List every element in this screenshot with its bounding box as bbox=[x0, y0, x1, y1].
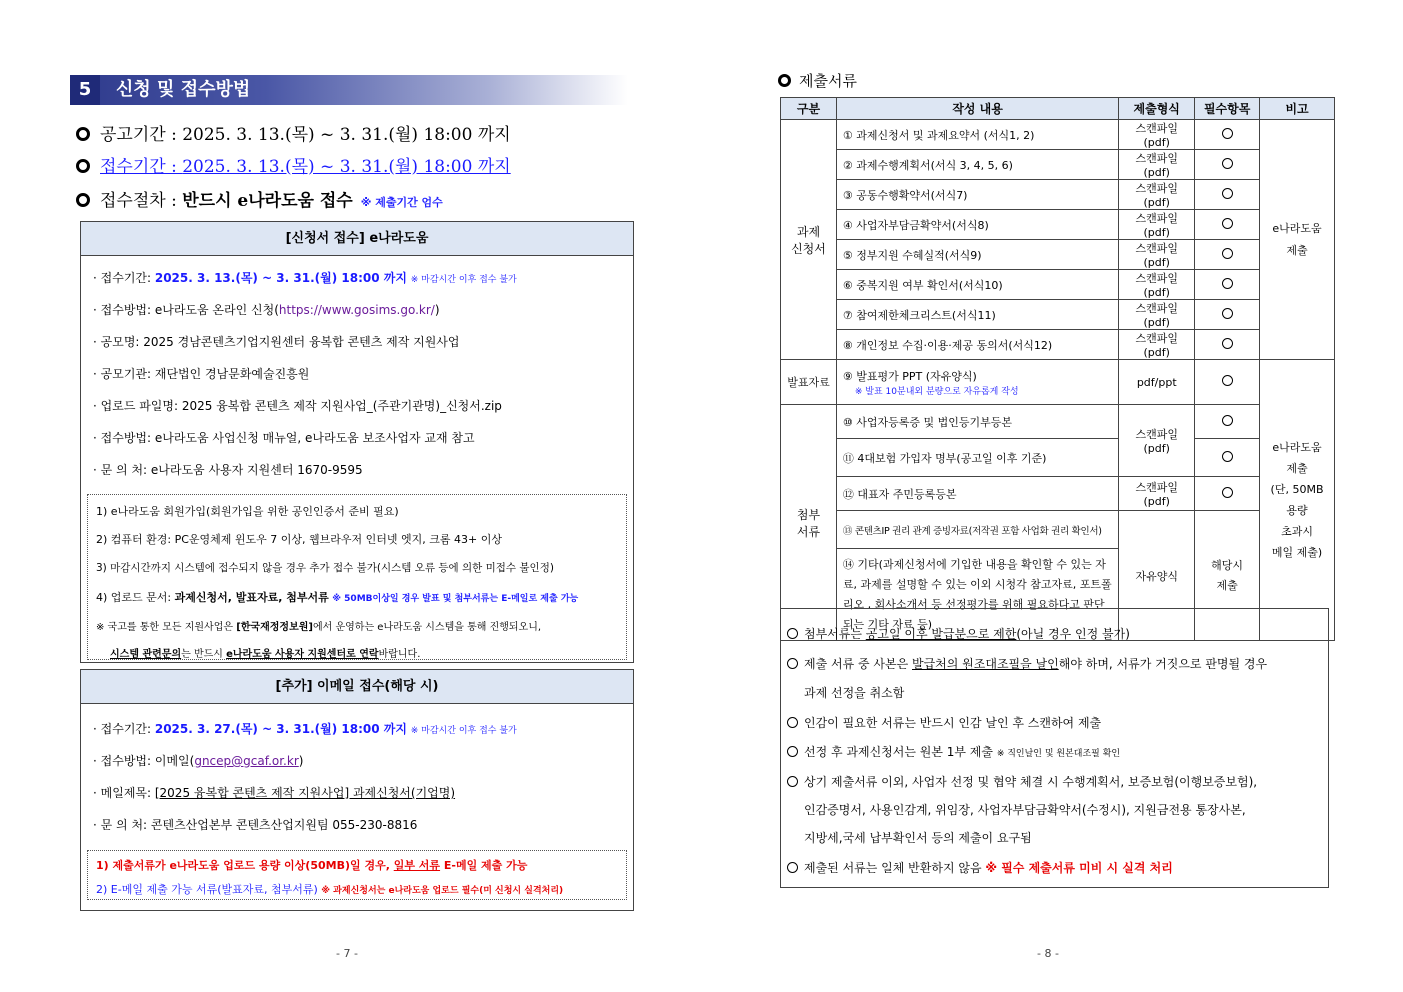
doc-content: ④ 사업자부담금확약서(서식8) bbox=[836, 210, 1118, 240]
line-value: [2025 융복합 콘텐츠 제작 지원사업] 과제신청서(기업명) bbox=[154, 786, 456, 800]
section-header bbox=[70, 75, 628, 105]
note-line: 1) e나라도움 회원가입(회원가입을 위한 공인인증서 준비 필요) bbox=[96, 505, 399, 518]
note-line bbox=[110, 645, 420, 660]
circle-bullet-icon bbox=[787, 717, 798, 728]
note-bold: [한국재정정보원] bbox=[236, 622, 313, 633]
doc-format: 자유양식 bbox=[1119, 511, 1195, 641]
note-red: ※ 필수 제출서류 미비 시 실격 처리 bbox=[985, 861, 1173, 875]
doc-content: ⑧ 개인정보 수집·이용·제공 동의서(서식12) bbox=[836, 330, 1118, 360]
documents-table bbox=[780, 97, 1335, 641]
table-row bbox=[781, 360, 1335, 405]
section-title: 신청 및 접수방법 bbox=[116, 79, 251, 100]
required-mark bbox=[1195, 180, 1260, 210]
doc-format: 스캔파일(pdf) bbox=[1119, 405, 1195, 477]
required-mark: 해당시 제출 bbox=[1195, 511, 1260, 641]
page-7 bbox=[0, 0, 700, 992]
note-small: ※ 직인날인 및 원본대조필 확인 bbox=[996, 749, 1121, 759]
circle-mark-icon bbox=[1222, 308, 1233, 319]
note-text: 상기 제출서류 이외, 사업자 선정 및 협약 체결 시 수행계획서, 보증보험(이행보증보험), bbox=[804, 775, 1258, 789]
box-line bbox=[93, 269, 517, 286]
line-label: · 접수기간: bbox=[93, 722, 155, 736]
table-row bbox=[781, 240, 1335, 270]
required-mark bbox=[1195, 477, 1260, 511]
note-text: (아닐 경우 인정 불가) bbox=[1016, 627, 1130, 641]
note-underline: 공고일 이후 발급분으로 제한 bbox=[865, 627, 1017, 641]
doc-format: 스캔파일(pdf) bbox=[1119, 240, 1195, 270]
th-remarks: 비고 bbox=[1260, 98, 1335, 120]
box-header: [신청서 접수] e나라도움 bbox=[81, 222, 633, 256]
page-number: - 7 - bbox=[336, 947, 358, 960]
bullet-value: 2025. 3. 13.(목) ~ 3. 31.(월) 18:00 까지 bbox=[182, 157, 511, 177]
doc-format: 스캔파일(pdf) bbox=[1119, 300, 1195, 330]
note-line bbox=[787, 625, 1130, 642]
line-tail: ) bbox=[434, 303, 440, 317]
bullet-label: 접수절차 : bbox=[100, 191, 183, 211]
circle-mark-icon bbox=[1222, 188, 1233, 199]
doc-content: ⑦ 참여제한체크리스트(서식11) bbox=[836, 300, 1118, 330]
box-line bbox=[93, 784, 455, 801]
th-format: 제출형식 bbox=[1119, 98, 1195, 120]
doc-content: ① 과제신청서 및 과제요약서 (서식1, 2) bbox=[836, 120, 1118, 150]
remark: e나라도움 제출 bbox=[1260, 120, 1335, 360]
notice-period bbox=[76, 120, 511, 145]
note-bold: 과제신청서, 발표자료, 첨부서류 bbox=[174, 591, 329, 604]
table-row bbox=[781, 330, 1335, 360]
receipt-period bbox=[76, 152, 511, 177]
box-line: · 공모기관: 재단법인 경남문화예술진흥원 bbox=[93, 367, 310, 381]
note-red: E-메일 제출 가능 bbox=[440, 859, 528, 872]
doc-content: ⑭ 기타(과제신청서에 기입한 내용을 확인할 수 있는 자료, 과제를 설명할 수 있는 이외 시청각 참고자료, 포트폴리오 , 회사소개서 등 선정평가를 위해 필요하다고 판단되는 기타 자료 등) bbox=[836, 549, 1118, 641]
doc-content-sub: ※ 발표 10분내외 분량으로 자유롭게 작성 bbox=[854, 386, 1019, 397]
bullet-note: ※ 제출기간 엄수 bbox=[360, 196, 443, 209]
circle-mark-icon bbox=[1222, 278, 1233, 289]
email-notes-box bbox=[87, 850, 627, 900]
note-bold: e나라도움 사용자 지원센터로 연락 bbox=[226, 649, 379, 660]
note-text: 인감이 필요한 서류는 반드시 인감 날인 후 스캔하여 제출 bbox=[804, 716, 1102, 730]
circle-mark-icon bbox=[1222, 218, 1233, 229]
note-line bbox=[787, 859, 1173, 876]
circle-mark-icon bbox=[1222, 128, 1233, 139]
doc-format: 스캔파일(pdf) bbox=[1119, 150, 1195, 180]
circle-bullet-icon bbox=[787, 776, 798, 787]
required-mark bbox=[1195, 330, 1260, 360]
note-line bbox=[787, 773, 1257, 790]
table-header-row bbox=[781, 98, 1335, 120]
note-text: 해야 하며, 서류가 거짓으로 판명될 경우 bbox=[1058, 657, 1268, 671]
group-label: 과제 신청서 bbox=[781, 120, 837, 360]
circle-bullet-icon bbox=[787, 658, 798, 669]
notes-box bbox=[87, 494, 627, 660]
doc-content: ⑥ 중복지원 여부 확인서(서식10) bbox=[836, 270, 1118, 300]
note-blue: ※ 50MB이상일 경우 발표 및 첨부서류는 E-메일로 제출 가능 bbox=[332, 594, 579, 604]
circle-mark-icon bbox=[1222, 487, 1233, 498]
documents-title bbox=[778, 70, 857, 91]
circle-bullet-icon bbox=[778, 74, 791, 87]
note-line bbox=[96, 618, 541, 633]
line-label: · 접수방법: 이메일( bbox=[93, 754, 195, 768]
circle-bullet-icon bbox=[787, 862, 798, 873]
note-line: 3) 마감시간까지 시스템에 접수되지 않을 경우 추가 접수 불가(시스템 오류 등에 의한 미접수 불인정) bbox=[96, 562, 554, 574]
note-text: 바랍니다. bbox=[378, 649, 421, 660]
line-label: · 접수기간: bbox=[93, 271, 155, 285]
section-number: 5 bbox=[70, 75, 100, 105]
note-line: 지방세,국세 납부확인서 등의 제출이 요구됨 bbox=[804, 831, 1032, 845]
note-text: 첨부서류는 bbox=[804, 627, 866, 641]
required-mark bbox=[1195, 270, 1260, 300]
circle-mark-icon bbox=[1222, 415, 1233, 426]
note-line: 인감증명서, 사용인감계, 위임장, 사업자부담금확약서(수정시), 지원금전용 통장사본, bbox=[804, 803, 1246, 817]
box-line: · 업로드 파일명: 2025 융복합 콘텐츠 제작 지원사업_(주관기관명)_신청서.zip bbox=[93, 399, 502, 413]
page-8 bbox=[700, 0, 1403, 992]
note-red: ※ 과제신청서는 e나라도움 업로드 필수(미 신청시 실격처리) bbox=[321, 886, 564, 896]
doc-format: pdf/ppt bbox=[1119, 360, 1195, 405]
required-mark bbox=[1195, 150, 1260, 180]
line-tail: ) bbox=[298, 754, 304, 768]
doc-content: ⑩ 사업자등록증 및 법인등기부등본 bbox=[836, 405, 1118, 439]
table-row bbox=[781, 300, 1335, 330]
line-label: · 접수방법: e나라도움 온라인 신청( bbox=[93, 303, 279, 317]
box-line: · 문 의 처: e나라도움 사용자 지원센터 1670-9595 bbox=[93, 463, 363, 477]
line-value: 2025. 3. 27.(목) ~ 3. 31.(월) 18:00 까지 bbox=[154, 722, 407, 736]
bullet-label: 공고기간 : bbox=[100, 125, 183, 145]
doc-content: ⑬ 콘텐츠IP 권리 관계 증빙자료(저작권 포함 사업화 권리 확인서) bbox=[836, 511, 1118, 549]
th-required: 필수항목 bbox=[1195, 98, 1260, 120]
required-mark bbox=[1195, 439, 1260, 477]
note-text: 4) 업로드 문서: bbox=[96, 591, 175, 604]
group-label: 첨부 서류 bbox=[781, 405, 837, 641]
doc-content: ⑪ 4대보험 가입자 명부(공고일 이후 기준) bbox=[836, 439, 1118, 477]
application-box bbox=[80, 221, 634, 663]
note-red: 일부 서류 bbox=[393, 859, 441, 872]
note-line: 과제 선정을 취소함 bbox=[804, 686, 905, 700]
circle-mark-icon bbox=[1222, 338, 1233, 349]
table-row bbox=[781, 150, 1335, 180]
line-note: ※ 마감시간 이후 접수 불가 bbox=[410, 275, 517, 285]
note-line bbox=[787, 743, 1120, 760]
note-text: ※ 국고를 통한 모든 지원사업은 bbox=[96, 622, 237, 633]
doc-format: 스캔파일(pdf) bbox=[1119, 180, 1195, 210]
box-line bbox=[93, 720, 517, 737]
note-text: 제출된 서류는 일체 반환하지 않음 bbox=[804, 861, 986, 875]
box-line bbox=[93, 752, 303, 769]
note-line bbox=[96, 589, 578, 605]
required-mark bbox=[1195, 120, 1260, 150]
required-mark bbox=[1195, 360, 1260, 405]
th-category: 구분 bbox=[781, 98, 837, 120]
required-mark bbox=[1195, 405, 1260, 439]
circle-bullet-icon bbox=[76, 159, 90, 173]
note-line bbox=[96, 857, 527, 873]
table-row bbox=[781, 477, 1335, 511]
box-line: · 문 의 처: 콘텐츠산업본부 콘텐츠산업지원팀 055-230-8816 bbox=[93, 818, 418, 832]
note-red: 1) 제출서류가 e나라도움 업로드 용량 이상(50MB)일 경우, bbox=[96, 859, 394, 872]
circle-bullet-icon bbox=[787, 746, 798, 757]
email-link[interactable]: gncep@gcaf.or.kr bbox=[194, 754, 299, 768]
th-content: 작성 내용 bbox=[836, 98, 1118, 120]
table-row bbox=[781, 210, 1335, 240]
box-line bbox=[93, 301, 440, 318]
note-line: 2) 컴퓨터 환경: PC운영체제 윈도우 7 이상, 웹브라우저 인터넷 엣지, 크롬 43+ 이상 bbox=[96, 533, 503, 546]
table-row bbox=[781, 405, 1335, 439]
table-row bbox=[781, 439, 1335, 477]
table-row bbox=[781, 180, 1335, 210]
doc-content-main: ⑨ 발표평가 PPT (자유양식) bbox=[842, 369, 977, 383]
circle-mark-icon bbox=[1222, 158, 1233, 169]
doc-format: 스캔파일(pdf) bbox=[1119, 210, 1195, 240]
required-mark bbox=[1195, 210, 1260, 240]
line-note: ※ 마감시간 이후 접수 불가 bbox=[410, 726, 517, 736]
notes-box bbox=[780, 608, 1329, 888]
box-line: · 접수방법: e나라도움 사업신청 매뉴얼, e나라도움 보조사업자 교재 참고 bbox=[93, 431, 475, 445]
note-line bbox=[787, 714, 1101, 731]
doc-format: 스캔파일(pdf) bbox=[1119, 120, 1195, 150]
bullet-value: 반드시 e나라도움 접수 bbox=[182, 191, 353, 211]
box-line: · 공모명: 2025 경남콘텐츠기업지원센터 융복합 콘텐츠 제작 지원사업 bbox=[93, 335, 460, 349]
note-line bbox=[787, 655, 1267, 672]
note-bold: 시스템 관련문의 bbox=[110, 649, 182, 660]
title-text: 제출서류 bbox=[799, 72, 857, 90]
group-label: 발표자료 bbox=[781, 360, 837, 405]
note-underline: 발급처의 원조대조필을 날인 bbox=[912, 657, 1059, 671]
note-text: 제출 서류 중 사본은 bbox=[804, 657, 912, 671]
required-mark bbox=[1195, 300, 1260, 330]
remark: e나라도움 제출 (단, 50MB 용량 초과시 메일 제출) bbox=[1260, 360, 1335, 641]
doc-format: 스캔파일(pdf) bbox=[1119, 330, 1195, 360]
doc-format: 스캔파일(pdf) bbox=[1119, 270, 1195, 300]
note-text: 에서 운영하는 e나라도움 시스템을 통해 진행되오니, bbox=[312, 622, 542, 633]
note-line bbox=[96, 881, 563, 897]
circle-mark-icon bbox=[1222, 375, 1233, 386]
table-row bbox=[781, 511, 1335, 549]
doc-format: 스캔파일(pdf) bbox=[1119, 477, 1195, 511]
note-blue: 2) E-메일 제출 가능 서류(발표자료, 첨부서류) bbox=[96, 883, 318, 896]
doc-content: ⑫ 대표자 주민등록등본 bbox=[836, 477, 1118, 511]
line-value: 2025. 3. 13.(목) ~ 3. 31.(월) 18:00 까지 bbox=[154, 271, 407, 285]
page-number: - 8 - bbox=[1037, 947, 1059, 960]
required-mark bbox=[1195, 240, 1260, 270]
circle-mark-icon bbox=[1222, 248, 1233, 259]
circle-mark-icon bbox=[1222, 451, 1233, 462]
bullet-label: 접수기간 : bbox=[100, 157, 183, 177]
circle-bullet-icon bbox=[76, 193, 90, 207]
circle-bullet-icon bbox=[787, 628, 798, 639]
note-text: 선정 후 과제신청서는 원본 1부 제출 bbox=[804, 745, 997, 759]
circle-bullet-icon bbox=[76, 127, 90, 141]
doc-content: ③ 공동수행확약서(서식7) bbox=[836, 180, 1118, 210]
bullet-value: 2025. 3. 13.(목) ~ 3. 31.(월) 18:00 까지 bbox=[182, 125, 511, 145]
note-text: 는 반드시 bbox=[181, 649, 227, 660]
doc-content: ⑤ 정부지원 수혜실적(서식9) bbox=[836, 240, 1118, 270]
box-header: [추가] 이메일 접수(해당 시) bbox=[81, 670, 633, 704]
receipt-procedure bbox=[76, 186, 443, 211]
line-label: · 메일제목: bbox=[93, 786, 155, 800]
table-row bbox=[781, 120, 1335, 150]
doc-content: ② 과제수행계획서(서식 3, 4, 5, 6) bbox=[836, 150, 1118, 180]
doc-content bbox=[836, 360, 1118, 405]
gosims-link[interactable]: https://www.gosims.go.kr/ bbox=[278, 303, 435, 317]
table-row bbox=[781, 270, 1335, 300]
email-box bbox=[80, 669, 634, 911]
